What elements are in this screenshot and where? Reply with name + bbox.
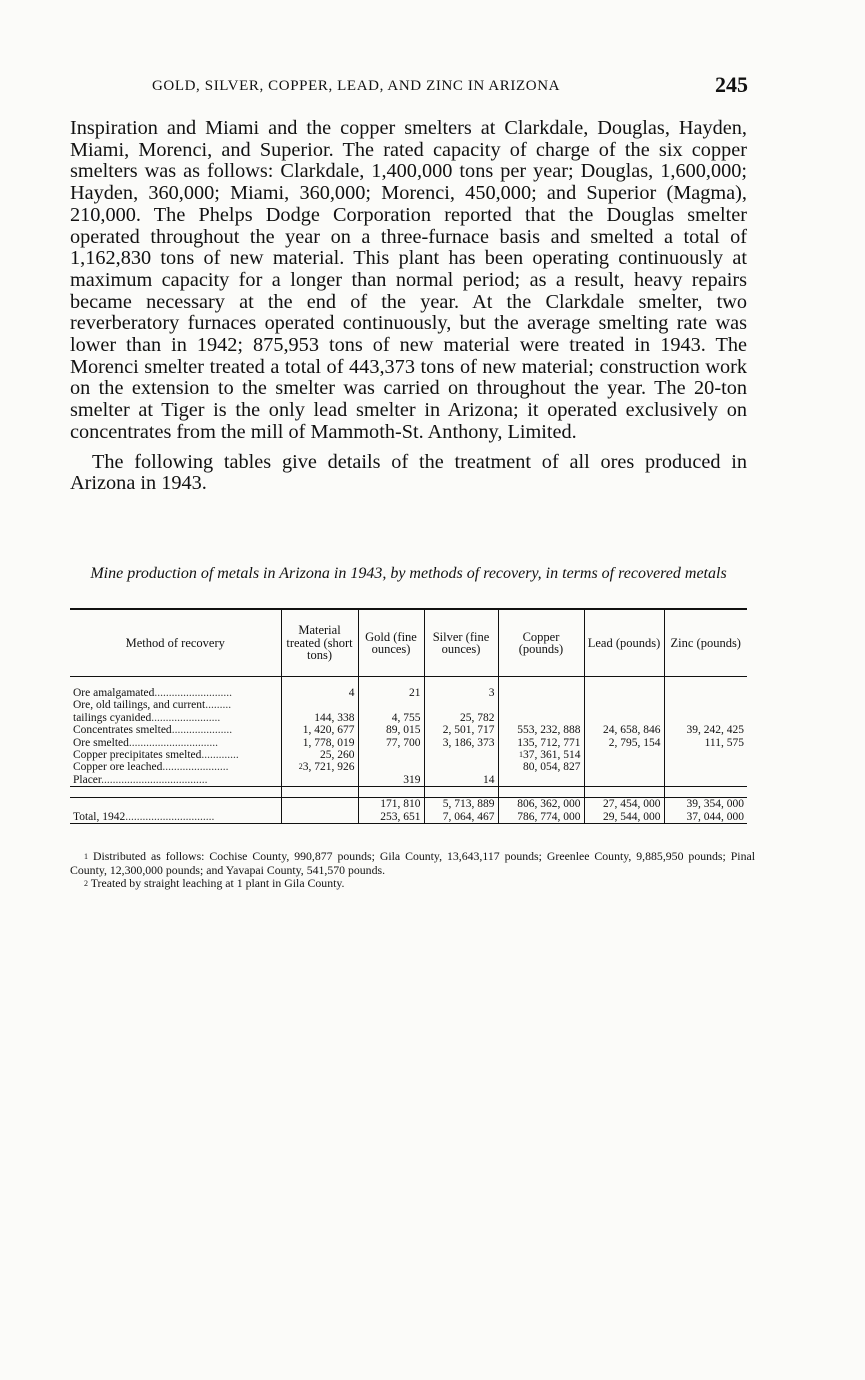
col-header-gold: Gold (fine ounces) — [358, 609, 424, 677]
cell-value: 1, 420, 677 — [302, 724, 355, 737]
leader-dots: ............. — [201, 749, 239, 762]
cell-value: 25, 782 — [460, 711, 495, 724]
cell-value: 144, 338 — [314, 711, 355, 724]
cell-gold — [358, 699, 424, 711]
cell-zinc — [664, 774, 747, 787]
running-title: GOLD, SILVER, COPPER, LEAD, AND ZINC IN ARIZONA — [152, 78, 561, 94]
cell-material — [281, 712, 358, 724]
cell-lead — [584, 774, 664, 787]
leader-dots: ........................ — [151, 711, 221, 724]
table-row — [70, 798, 747, 811]
cell-value: 786, 774, 000 — [517, 810, 581, 823]
cell-value: 3, 721, 926 — [302, 761, 355, 774]
footnote-2 — [70, 877, 755, 891]
cell-copper — [498, 761, 584, 773]
production-table — [70, 608, 747, 824]
cell-silver — [424, 712, 498, 724]
cell-gold — [358, 712, 424, 724]
cell-material — [281, 749, 358, 761]
footnote-2-text: Treated by straight leaching at 1 plant in Gila County. — [90, 876, 345, 890]
cell-zinc — [664, 761, 747, 773]
table-row — [70, 774, 747, 787]
col-header-lead: Lead (pounds) — [584, 609, 664, 677]
cell-zinc — [664, 712, 747, 724]
cell-silver — [424, 811, 498, 824]
cell-gold — [358, 737, 424, 749]
footnote-ref-2: 2 — [298, 762, 303, 772]
cell-value: 319 — [403, 773, 421, 786]
footnote-1-text: Distributed as follows: Cochise County, 990,877 pounds; Gila County, 13,643,117 pounds; Greenlee County, 9,885,950 pounds; Pinal County, 12,300,000 pounds; and Yavapai County, 541,570 pounds. — [70, 849, 755, 877]
cell-material — [281, 699, 358, 711]
cell-method — [70, 774, 281, 787]
spacer-row — [70, 787, 747, 798]
row-label: Ore amalgamated — [73, 687, 155, 699]
cell-value: 171, 810 — [380, 798, 421, 811]
cell-gold — [358, 749, 424, 761]
leader-dots: ......... — [205, 699, 232, 712]
cell-method — [70, 724, 281, 736]
cell-lead — [584, 749, 664, 761]
table-row — [70, 699, 747, 711]
cell-value: 4 — [348, 687, 355, 699]
leader-dots: ..................................... — [101, 773, 208, 786]
cell-value: 77, 700 — [386, 736, 421, 749]
footnote-1-mark: 1 — [84, 852, 88, 861]
table-header-row — [70, 609, 747, 677]
cell-value: 4, 755 — [391, 711, 421, 724]
cell-zinc — [664, 737, 747, 749]
table-row — [70, 761, 747, 773]
cell-value: 2, 795, 154 — [608, 736, 661, 749]
row-label: Placer — [73, 773, 102, 786]
row-label: tailings cyanided — [73, 711, 152, 724]
cell-lead — [584, 687, 664, 699]
cell-zinc — [664, 798, 747, 811]
cell-value: 553, 232, 888 — [517, 724, 581, 737]
cell-material — [281, 798, 358, 811]
leader-dots: ....................... — [162, 761, 229, 774]
leader-dots: ..................... — [171, 724, 233, 737]
cell-zinc — [664, 749, 747, 761]
paragraph-2: The following tables give details of the treatment of all ores produced in Arizona in 1943. — [70, 450, 747, 495]
leader-dots: ............................... — [128, 736, 219, 749]
table-row — [70, 687, 747, 699]
cell-value: 135, 712, 771 — [517, 736, 581, 749]
cell-zinc — [664, 687, 747, 699]
cell-value: 39, 242, 425 — [686, 724, 744, 737]
footnotes — [70, 850, 755, 891]
cell-gold — [358, 774, 424, 787]
cell-method — [70, 712, 281, 724]
cell-silver — [424, 774, 498, 787]
cell-silver — [424, 699, 498, 711]
cell-method — [70, 737, 281, 749]
cell-copper — [498, 749, 584, 761]
cell-gold — [358, 798, 424, 811]
cell-value: 3, 186, 373 — [442, 736, 495, 749]
cell-value: 37, 361, 514 — [523, 749, 581, 762]
cell-copper — [498, 699, 584, 711]
cell-gold — [358, 724, 424, 736]
cell-copper — [498, 687, 584, 699]
row-label: Concentrates smelted — [73, 724, 172, 737]
cell-zinc — [664, 724, 747, 736]
cell-silver — [424, 749, 498, 761]
cell-lead — [584, 737, 664, 749]
col-header-method: Method of recovery — [70, 609, 281, 677]
cell-value: 89, 015 — [386, 724, 421, 737]
cell-method — [70, 749, 281, 761]
running-head — [70, 74, 750, 100]
table-row — [70, 811, 747, 824]
cell-value: 806, 362, 000 — [517, 798, 581, 811]
col-header-zinc: Zinc (pounds) — [664, 609, 747, 677]
col-header-copper: Copper (pounds) — [498, 609, 584, 677]
cell-value: 25, 260 — [320, 749, 355, 762]
footnote-1 — [70, 850, 755, 877]
table-row — [70, 749, 747, 761]
table-row — [70, 712, 747, 724]
cell-material — [281, 811, 358, 824]
leader-dots: ........................... — [154, 687, 233, 699]
cell-method — [70, 798, 281, 811]
cell-material — [281, 724, 358, 736]
row-label: Ore smelted — [73, 736, 129, 749]
cell-gold — [358, 811, 424, 824]
row-label: Total, 1942 — [73, 810, 126, 823]
cell-silver — [424, 761, 498, 773]
col-header-silver: Silver (fine ounces) — [424, 609, 498, 677]
cell-material — [281, 761, 358, 773]
cell-value: 37, 044, 000 — [686, 810, 744, 823]
cell-value: 21 — [409, 687, 421, 699]
cell-zinc — [664, 811, 747, 824]
cell-material — [281, 774, 358, 787]
table-caption: Mine production of metals in Arizona in 1943, by methods of recovery, in terms of recovered metals — [90, 565, 727, 582]
cell-value: 5, 713, 889 — [442, 798, 495, 811]
cell-copper — [498, 811, 584, 824]
table-row — [70, 737, 747, 749]
page-number: 245 — [715, 72, 748, 97]
cell-copper — [498, 712, 584, 724]
cell-value: 27, 454, 000 — [603, 798, 661, 811]
row-label: Ore, old tailings, and current — [73, 699, 206, 712]
row-label: Copper ore leached — [73, 761, 163, 774]
cell-value: 253, 651 — [380, 810, 421, 823]
footnote-ref-1: 1 — [519, 750, 523, 760]
cell-silver — [424, 724, 498, 736]
cell-lead — [584, 811, 664, 824]
body-text — [70, 118, 747, 495]
cell-gold — [358, 687, 424, 699]
cell-method — [70, 699, 281, 711]
cell-value: 7, 064, 467 — [442, 810, 495, 823]
cell-material — [281, 687, 358, 699]
cell-lead — [584, 699, 664, 711]
cell-value: 29, 544, 000 — [603, 810, 661, 823]
table-body — [70, 677, 747, 824]
cell-value: 24, 658, 846 — [603, 724, 661, 737]
cell-value: 39, 354, 000 — [686, 798, 744, 811]
cell-method — [70, 811, 281, 824]
cell-lead — [584, 798, 664, 811]
cell-silver — [424, 737, 498, 749]
cell-value: 2, 501, 717 — [442, 724, 495, 737]
paragraph-1: Inspiration and Miami and the copper smelters at Clarkdale, Douglas, Hayden, Miami, Morenci, and Superior. The rated capacity of charge of the six copper smelters was as follows: Clarkdale, 1,400,000 tons per year; Douglas, 1,600,000; Hayden, 360,000; Miami, 360,000; Morenci, 450,000; and Superior (Magma), 210,000. The Phelps Dodge Corporation reported that the Douglas smelter operated throughout the year on a three-furnace basis and smelted a total of 1,162,830 tons of new material. This plant has been operating continuously at maximum capacity for a longer than normal period; as a result, heavy repairs became necessary at the end of the year. At the Clarkdale smelter, two reverberatory furnaces operated continuously, but the average smelting rate was lower than in 1942; 875,953 tons of new material were treated in 1943. The Morenci smelter treated a total of 443,373 tons of new material; construction work on the extension to the smelter was carried on throughout the year. The 20-ton smelter at Tiger is the only lead smelter in Arizona; it operated exclusively on concentrates from the mill of Mammoth-St. Anthony, Limited. — [70, 117, 747, 443]
cell-silver — [424, 687, 498, 699]
cell-method — [70, 687, 281, 699]
cell-silver — [424, 798, 498, 811]
cell-value: 80, 054, 827 — [523, 761, 581, 774]
spacer-row — [70, 677, 747, 688]
cell-value: 14 — [483, 773, 495, 786]
cell-copper — [498, 737, 584, 749]
col-header-material: Material treated (short tons) — [281, 609, 358, 677]
cell-method — [70, 761, 281, 773]
leader-dots: ............................... — [125, 810, 215, 823]
cell-copper — [498, 798, 584, 811]
cell-value: 3 — [488, 687, 495, 699]
cell-zinc — [664, 699, 747, 711]
cell-lead — [584, 712, 664, 724]
cell-lead — [584, 761, 664, 773]
row-label: Copper precipitates smelted — [73, 749, 202, 762]
cell-copper — [498, 774, 584, 787]
cell-lead — [584, 724, 664, 736]
footnote-2-mark: 2 — [84, 879, 88, 888]
cell-value: 111, 575 — [704, 736, 744, 749]
cell-value: 1, 778, 019 — [302, 736, 355, 749]
cell-gold — [358, 761, 424, 773]
cell-copper — [498, 724, 584, 736]
table-row — [70, 724, 747, 736]
cell-material — [281, 737, 358, 749]
